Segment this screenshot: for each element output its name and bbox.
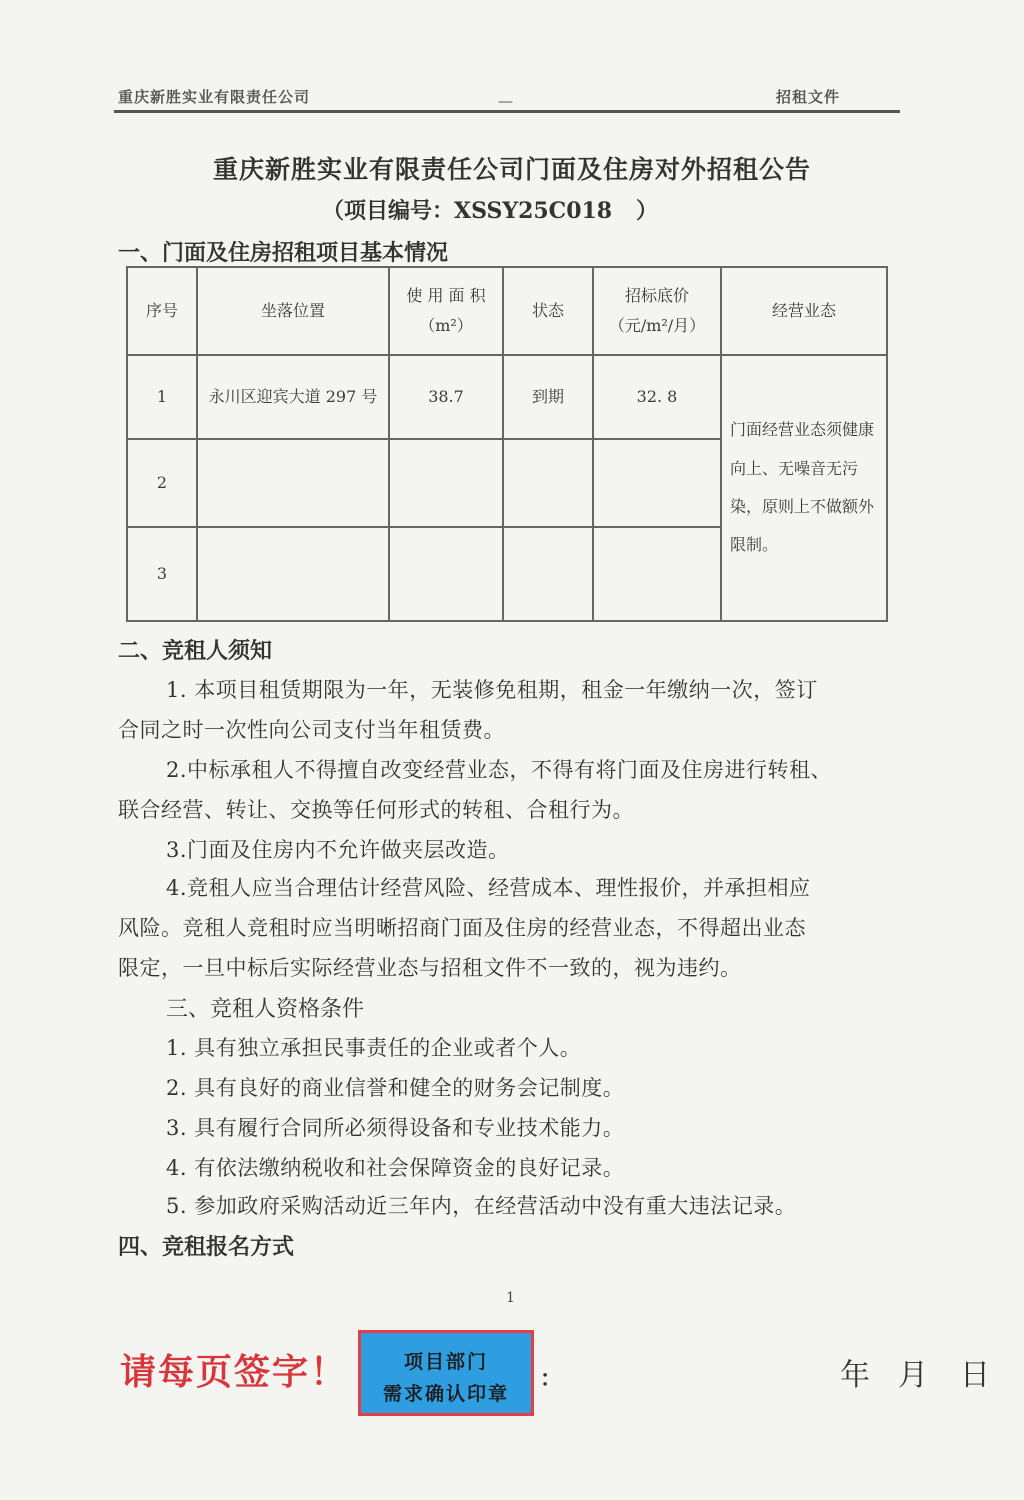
cell-price xyxy=(593,527,721,621)
project-number-close: ） xyxy=(636,198,659,224)
notice-1-line1: 1. 本项目租赁期限为一年，无装修免租期，租金一年缴纳一次，签订 xyxy=(166,678,818,702)
stamp-line2: 需求确认印章 xyxy=(382,1383,509,1405)
cell-price: 32. 8 xyxy=(593,355,721,439)
header-area-line1: 使 用 面 积 xyxy=(406,285,486,305)
notice-4-line3: 限定，一旦中标后实际经营业态与招租文件不一致的，视为违约。 xyxy=(118,956,742,980)
notice-2-line2: 联合经营、转让、交换等任何形式的转租、合租行为。 xyxy=(118,798,634,822)
notice-1-line2: 合同之时一次性向公司支付当年租赁费。 xyxy=(118,718,505,742)
header-price xyxy=(593,267,721,355)
qualification-5: 5. 参加政府采购活动近三年内，在经营活动中没有重大违法记录。 xyxy=(166,1194,797,1218)
cell-location xyxy=(197,527,389,621)
cell-area xyxy=(389,527,503,621)
header-area-line2: （m²） xyxy=(419,316,473,335)
date-month: 月 xyxy=(898,1358,928,1393)
document-title: 重庆新胜实业有限责任公司门面及住房对外招租公告 xyxy=(212,155,811,184)
cell-business-note: 门面经营业态须健康向上、无噪音无污染，原则上不做额外限制。 xyxy=(721,355,887,621)
section2-heading: 二、竞租人须知 xyxy=(118,638,273,664)
sign-prompt: 请每页签字！ xyxy=(120,1352,349,1393)
cell-location xyxy=(197,439,389,527)
table-header-row xyxy=(127,267,887,355)
confirmation-stamp xyxy=(358,1330,534,1416)
section4-heading: 四、竞租报名方式 xyxy=(118,1234,295,1260)
cell-status: 到期 xyxy=(503,355,593,439)
header-location: 坐落位置 xyxy=(197,267,389,355)
table-row xyxy=(127,355,887,439)
notice-4-line1: 4.竞租人应当合理估计经营风险、经营成本、理性报价，并承担相应 xyxy=(166,876,811,900)
qualification-4: 4. 有依法缴纳税收和社会保障资金的良好记录。 xyxy=(166,1156,625,1180)
cell-no: 1 xyxy=(127,355,197,439)
header-status: 状态 xyxy=(503,267,593,355)
cell-no: 2 xyxy=(127,439,197,527)
cell-status xyxy=(503,439,593,527)
section1-heading: 一、门面及住房招租项目基本情况 xyxy=(118,240,449,266)
cell-area xyxy=(389,439,503,527)
section3-heading: 三、竞租人资格条件 xyxy=(166,997,365,1022)
cell-location: 永川区迎宾大道 297 号 xyxy=(197,355,389,439)
date-year: 年 xyxy=(840,1358,870,1393)
header-area xyxy=(389,267,503,355)
stamp-colon: ： xyxy=(540,1366,563,1392)
header-business: 经营业态 xyxy=(721,267,887,355)
project-number: （项目编号：XSSY25C018 xyxy=(322,198,613,224)
header-no: 序号 xyxy=(127,267,197,355)
notice-2-line1: 2.中标承租人不得擅自改变经营业态，不得有将门面及住房进行转租、 xyxy=(166,758,833,782)
header-company: 重庆新胜实业有限责任公司 xyxy=(118,88,311,106)
cell-status xyxy=(503,527,593,621)
stamp-line1: 项目部门 xyxy=(403,1351,488,1373)
cell-no: 3 xyxy=(127,527,197,621)
cell-area: 38.7 xyxy=(389,355,503,439)
header-doc-type: 招租文件 xyxy=(776,88,841,106)
qualification-2: 2. 具有良好的商业信誉和健全的财务会记制度。 xyxy=(166,1076,625,1100)
header-rule xyxy=(114,110,900,113)
qualification-3: 3. 具有履行合同所必须得设备和专业技术能力。 xyxy=(166,1116,625,1140)
lease-table xyxy=(126,266,888,622)
notice-3: 3.门面及住房内不允许做夹层改造。 xyxy=(166,838,510,862)
date-day: 日 xyxy=(960,1358,990,1393)
notice-4-line2: 风险。竞租人竞租时应当明晰招商门面及住房的经营业态，不得超出业态 xyxy=(118,916,806,940)
header-price-line2: （元/m²/月） xyxy=(608,316,706,335)
qualification-1: 1. 具有独立承担民事责任的企业或者个人。 xyxy=(166,1036,582,1060)
header-price-line1: 招标底价 xyxy=(624,285,689,305)
header-dash: — xyxy=(498,92,513,110)
page-number: 1 xyxy=(506,1290,515,1306)
cell-price xyxy=(593,439,721,527)
